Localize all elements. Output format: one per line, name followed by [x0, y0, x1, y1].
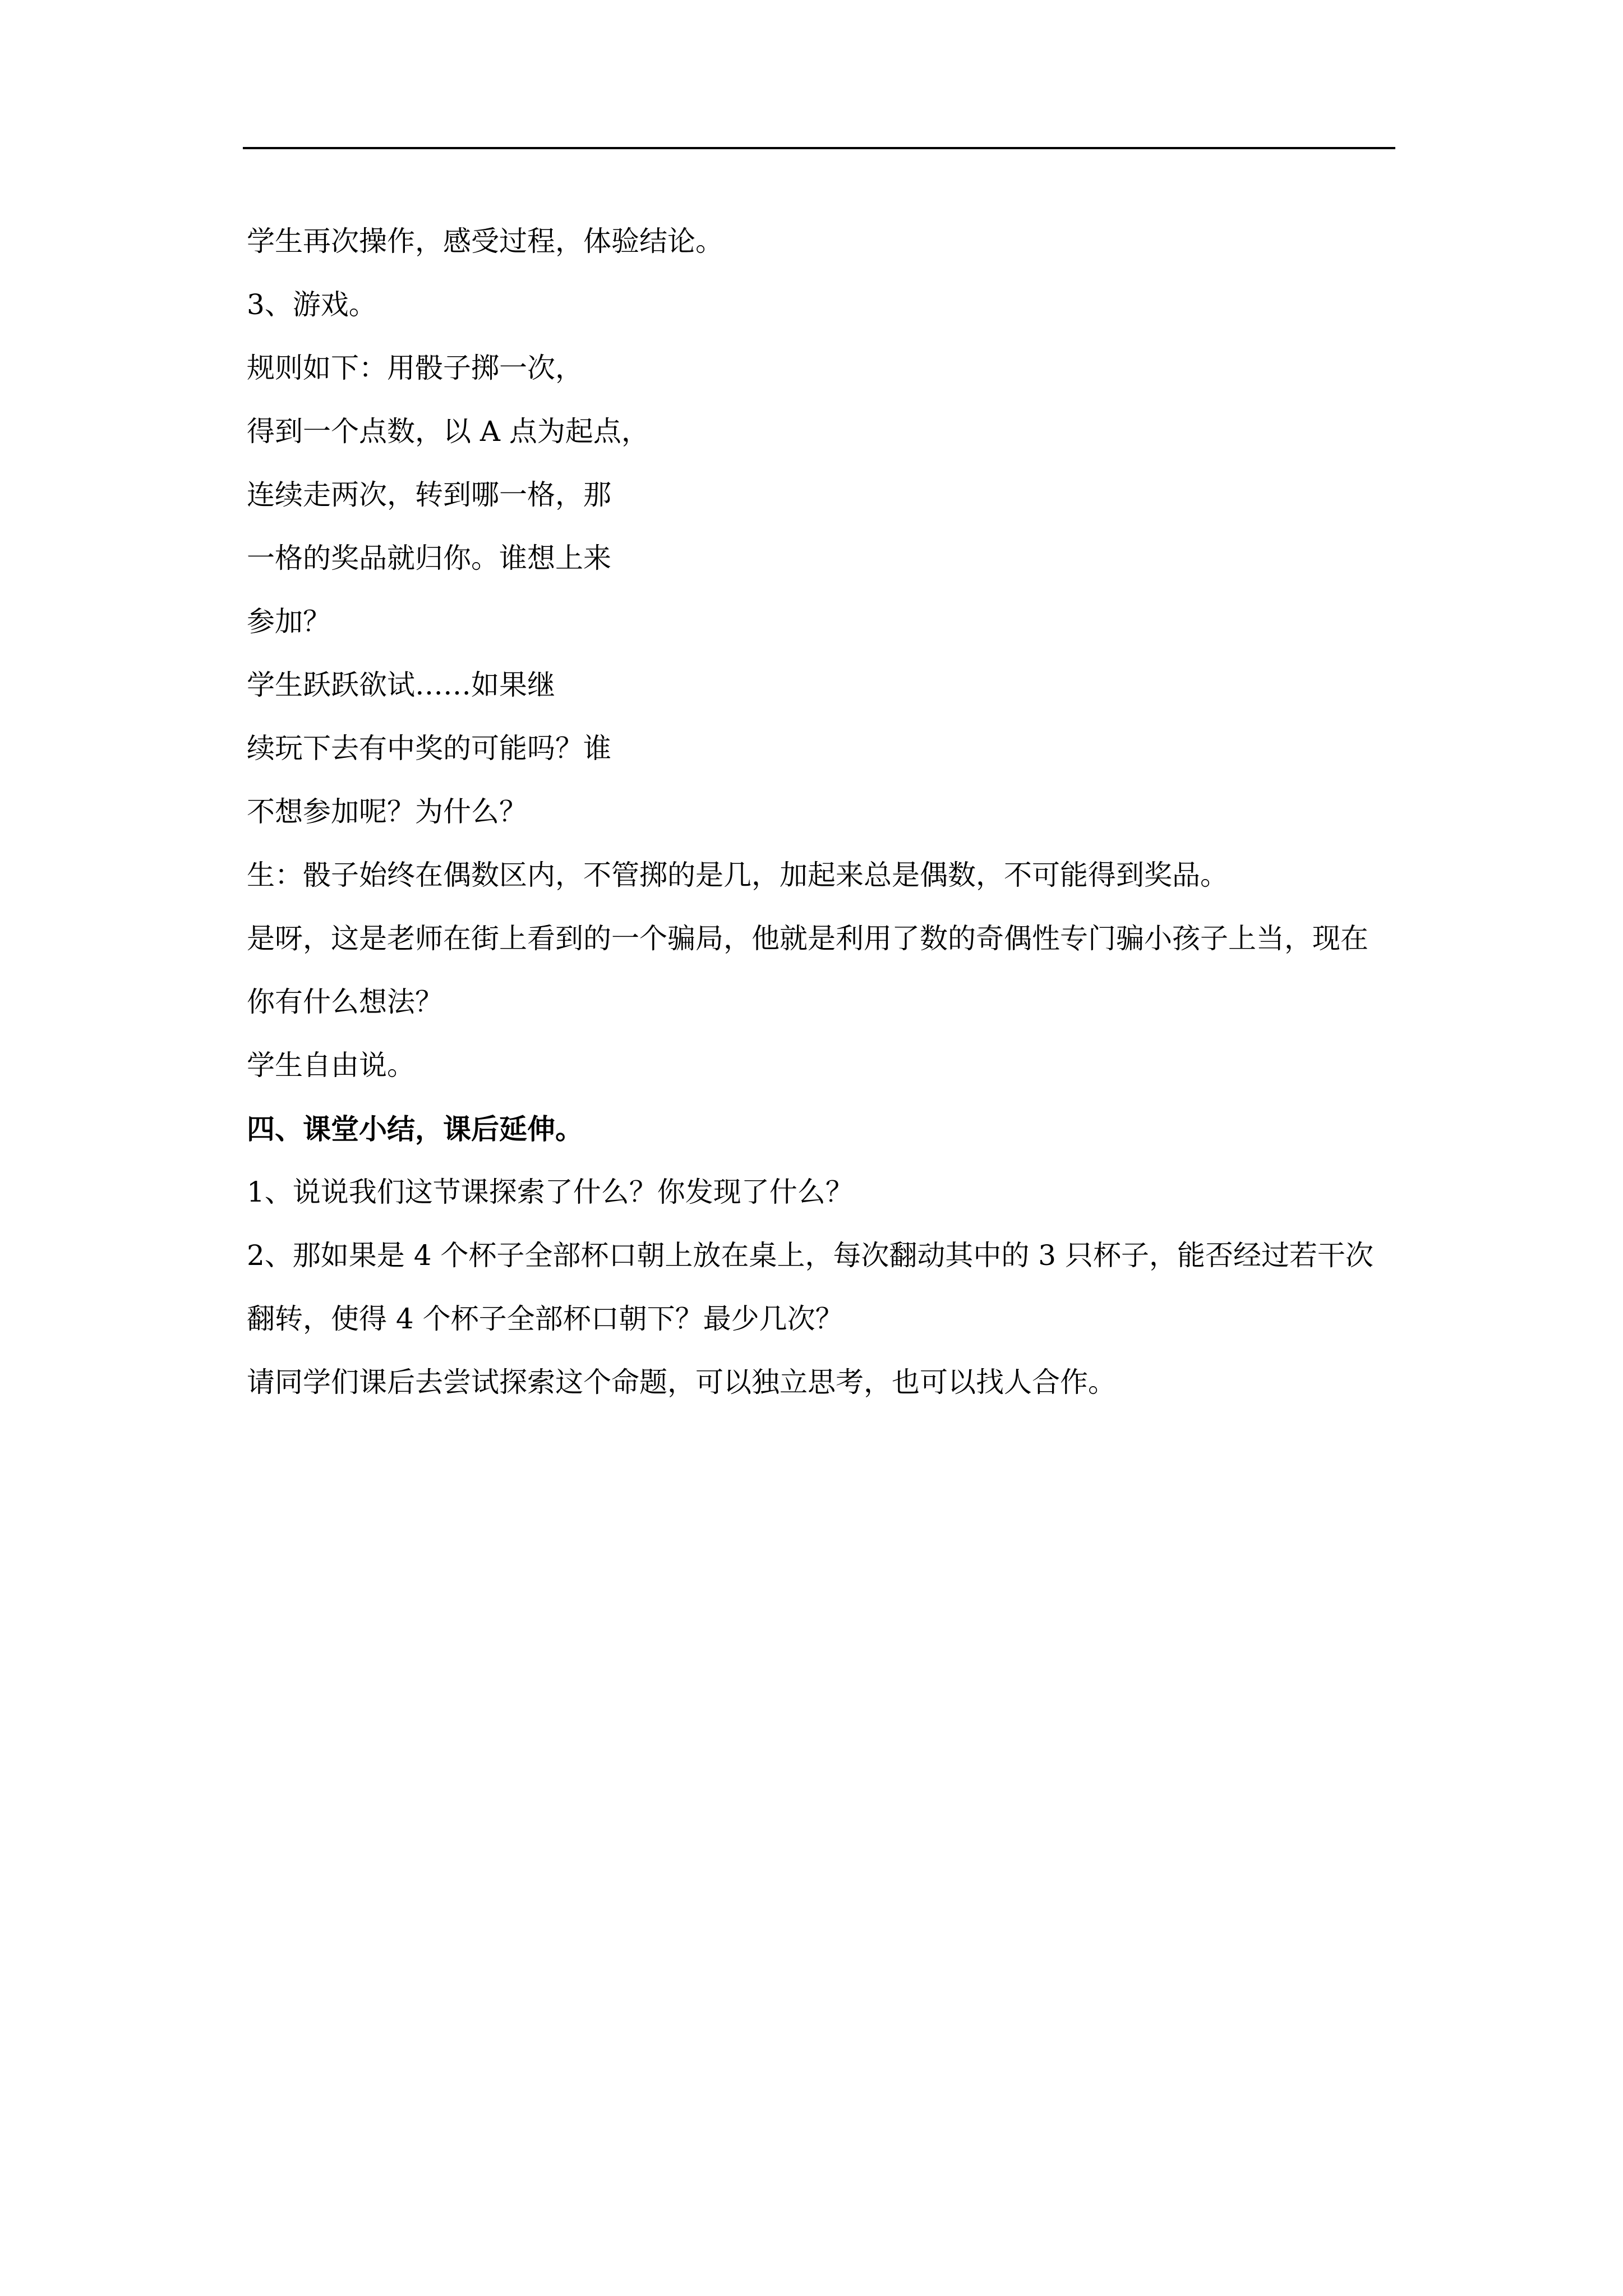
paragraph-line: 你有什么想法？	[247, 986, 443, 1018]
paragraph-line: 生：骰子始终在偶数区内，不管掷的是几，加起来总是偶数，不可能得到奖品。	[247, 859, 1228, 891]
document-body	[247, 210, 1402, 1414]
paragraph-line: 一格的奖品就归你。谁想上来	[247, 542, 611, 574]
paragraph-line: 续玩下去有中奖的可能吗？谁	[247, 732, 611, 765]
paragraph-line: 规则如下：用骰子掷一次，	[247, 352, 583, 384]
paragraph-line: 不想参加呢？为什么？	[247, 795, 527, 828]
paragraph-line: 3、游戏。	[247, 288, 377, 321]
paragraph-line: 得到一个点数，以 A 点为起点，	[247, 415, 649, 448]
paragraph-line: 1、说说我们这节课探索了什么？你发现了什么？	[247, 1176, 854, 1208]
section-heading: 四、课堂小结，课后延伸。	[247, 1112, 583, 1145]
paragraph-line: 学生自由说。	[247, 1049, 415, 1082]
paragraph-line: 学生跃跃欲试……如果继	[247, 669, 555, 701]
header-rule	[243, 147, 1395, 149]
paragraph-line: 请同学们课后去尝试探索这个命题，可以独立思考，也可以找人合作。	[247, 1366, 1116, 1398]
paragraph-line: 参加？	[247, 605, 331, 638]
paragraph-line: 翻转，使得 4 个杯子全部杯口朝下？最少几次？	[247, 1303, 843, 1335]
paragraph-line: 连续走两次，转到哪一格，那	[247, 478, 611, 511]
paragraph-line: 学生再次操作，感受过程，体验结论。	[247, 225, 723, 257]
paragraph-line: 是呀，这是老师在街上看到的一个骗局，他就是利用了数的奇偶性专门骗小孩子上当，现在	[247, 922, 1368, 955]
paragraph-line: 2、那如果是 4 个杯子全部杯口朝上放在桌上，每次翻动其中的 3 只杯子，能否经过若干次	[247, 1239, 1374, 1272]
